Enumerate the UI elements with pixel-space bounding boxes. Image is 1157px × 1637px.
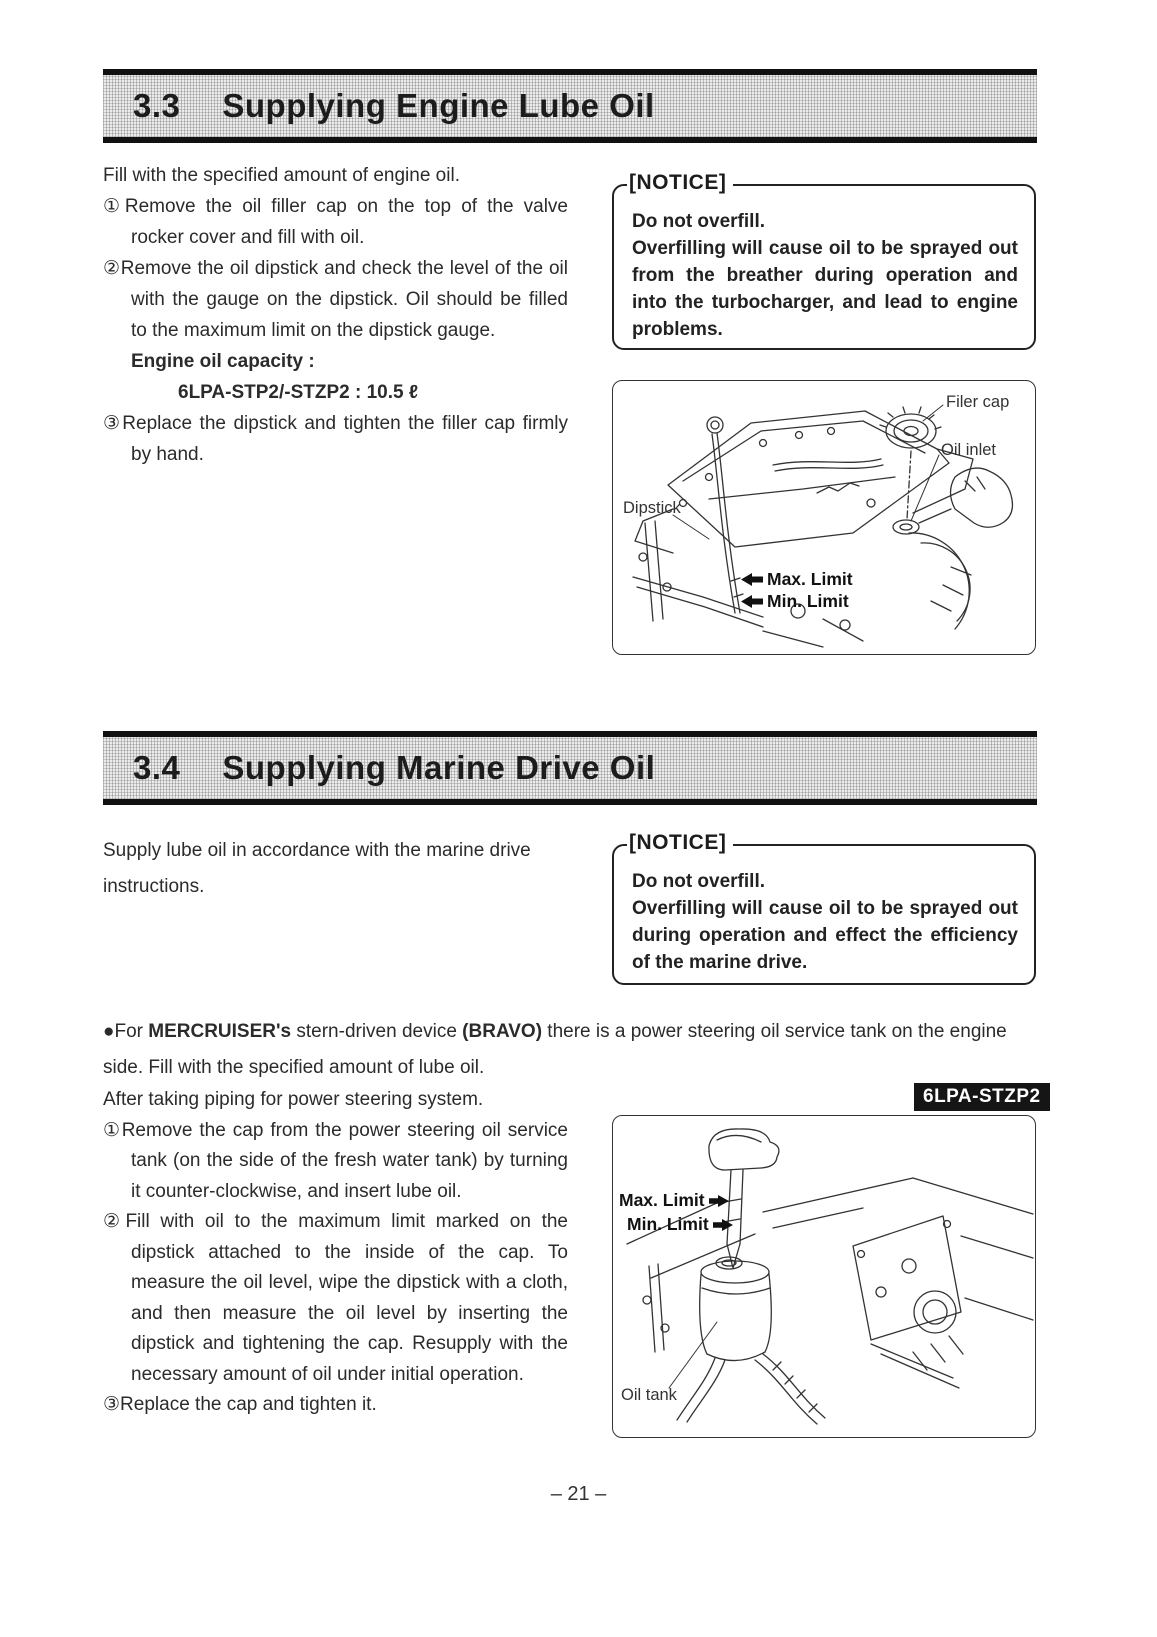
label-dipstick: Dipstick [623,499,681,517]
marine-step-3 [103,1390,568,1421]
figure-marine-drive-oil [612,1115,1036,1438]
marine-step-1 [103,1116,568,1208]
left-arrow-icon [741,595,763,608]
label-filer-cap: Filer cap [946,393,1010,411]
step-3-text: Replace the dipstick and tighten the filler cap firmly by hand. [122,413,568,465]
section-33-header-bar [103,69,1037,143]
right-arrow-icon [713,1219,733,1231]
notice-2-body [614,846,1034,988]
step-3-text: Replace the cap and tighten it. [120,1394,377,1415]
section-34-number: 3.4 [133,749,181,786]
label-max-limit: Max. Limit [741,569,853,590]
section-33-number: 3.3 [133,87,181,124]
label-oil-inlet: Oil inlet [941,441,997,459]
notice-2-line-1: Do not overfill. [632,871,765,892]
step-1-text: Remove the oil filler cap on the top of the valve rocker cover and fill with oil. [124,196,568,248]
section-34-steps [103,1085,568,1421]
step-1-number: ① [103,1119,122,1141]
section-33-title: Supplying Engine Lube Oil [222,87,655,124]
marine-step-2 [103,1207,568,1390]
step-1-text: Remove the cap from the power steering oil service tank (on the side of the fresh water tank) by turning it counter-clockwise, and insert lube oil. [121,1119,568,1202]
section-33-intro: Fill with the specified amount of engine oil. [103,165,460,186]
left-arrow-icon [741,573,763,586]
figure-engine-lube-oil [612,380,1036,655]
label-min-limit: Min. Limit [627,1214,733,1235]
step-3-number: ③ [103,1394,121,1415]
notice-box-marine-drive [612,831,1036,985]
step-2-text: Fill with oil to the maximum limit marked on the dipstick attached to the inside of the cap. To measure the oil level, wipe the dipstick with a cloth, and then measure the oil level by inserting the dipstick and tightening the cap. Resupply with the necessary amount of oil under initial operation. [125,1211,568,1385]
right-arrow-icon [709,1195,729,1207]
label-max-limit: Max. Limit [619,1190,729,1211]
section-33-body [103,160,568,470]
mercruiser-paragraph [103,1014,1043,1086]
engine-oil-step-1 [103,191,568,253]
step-3-number: ③ [103,413,123,434]
step-2-number: ② [103,258,121,279]
merc-text-3: there is a power steering oil service tank on the engine side. Fill with the specified amount of lube oil. [103,1021,1007,1078]
merc-brand: MERCRUISER's [148,1021,292,1042]
step-2-text: Remove the oil dipstick and check the level of the oil with the gauge on the dipstick. Oil should be filled to the maximum limit on the dipstick gauge. [120,258,568,341]
after-piping-line: After taking piping for power steering system. [103,1089,484,1110]
engine-lube-illustration [613,381,1036,655]
label-oil-tank: Oil tank [621,1386,677,1404]
notice-1-label: [NOTICE] [627,171,733,195]
notice-1-line-1: Do not overfill. [632,211,765,232]
engine-oil-step-2 [103,253,568,346]
section-34-intro: Supply lube oil in accordance with the marine drive instructions. [103,840,531,897]
section-34-title: Supplying Marine Drive Oil [222,749,656,786]
merc-text-1: ●For [103,1021,149,1042]
notice-2-label: [NOTICE] [627,831,733,855]
engine-oil-step-3 [103,408,568,470]
notice-2-line-2: Overfilling will cause oil to be sprayed out during operation and effect the efficiency of the marine drive. [632,898,1018,973]
label-min-limit: Min. Limit [741,591,849,612]
merc-model: (BRAVO) [462,1021,543,1042]
step-1-number: ① [103,196,125,217]
merc-text-2: stern-driven device [291,1021,463,1042]
engine-oil-capacity-value: 6LPA-STP2/-STZP2 : 10.5 ℓ [178,382,419,403]
engine-oil-capacity-label: Engine oil capacity : [131,351,315,372]
section-34-header-bar [103,731,1037,805]
notice-1-line-2: Overfilling will cause oil to be sprayed out from the breather during operation and into the turbocharger, and lead to engine problems. [632,238,1018,340]
step-2-number: ② [103,1211,126,1232]
page-number: – 21 – [550,1483,607,1505]
notice-box-engine-oil [612,171,1036,350]
model-badge: 6LPA-STZP2 [914,1083,1050,1111]
section-34-intro-block [103,833,568,905]
notice-1-body [614,186,1034,355]
